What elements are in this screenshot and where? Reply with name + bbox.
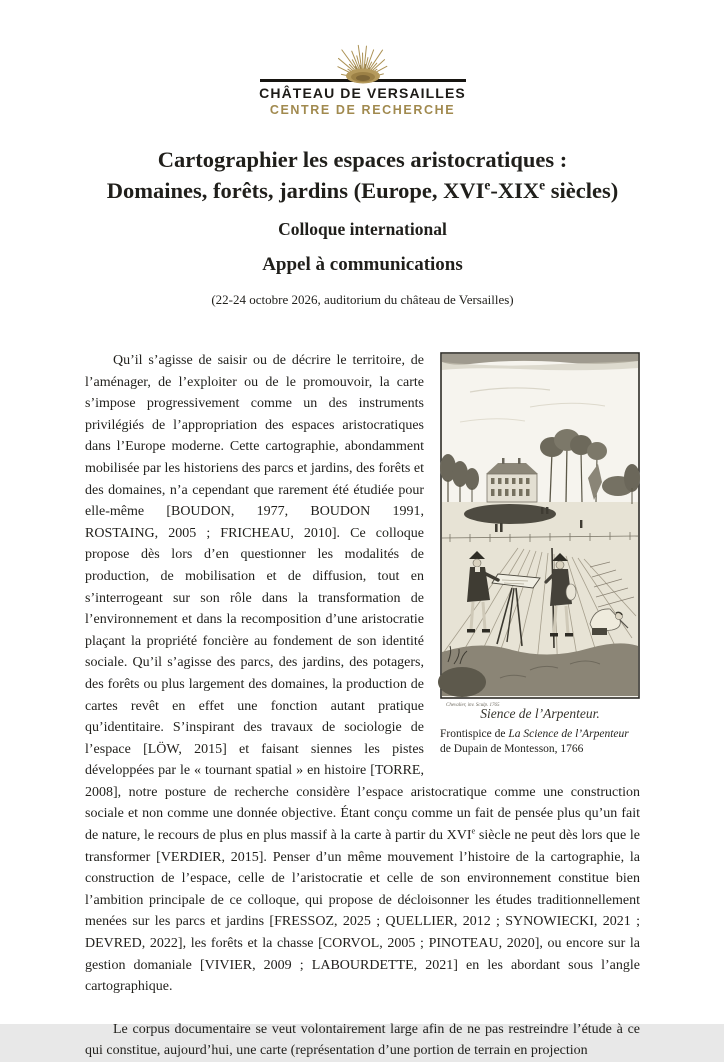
subtitle-appel: Appel à communications bbox=[85, 254, 640, 276]
body-text bbox=[85, 350, 640, 1062]
paragraph-2: Le corpus documentaire se veut volontairement large afin de ne pas restreindre l’étude à ce qui constitue, aujourd’hui, une carte (représentation d’une portion de terrain en projection bbox=[85, 1019, 640, 1062]
engraving-credit-text: Chevalier, inv. Sculp. 1765 bbox=[446, 703, 500, 708]
versailles-logo bbox=[85, 38, 640, 118]
figure-caption: Frontispice de La Science de l’Arpenteur de Dupain de Montesson, 1766 bbox=[440, 727, 640, 756]
sunburst-icon bbox=[288, 38, 438, 82]
date-venue-line: (22-24 octobre 2026, auditorium du château de Versailles) bbox=[85, 292, 640, 308]
page-title bbox=[85, 144, 640, 206]
title-line1: Cartographier les espaces aristocratiques : bbox=[158, 147, 568, 172]
brand-centre-de-recherche: CENTRE DE RECHERCHE bbox=[85, 103, 640, 118]
frontispiece-figure bbox=[440, 352, 640, 756]
title-line2: Domaines, forêts, jardins (Europe, XVIe-XIXe siècles) bbox=[107, 178, 619, 203]
engraving-title-text: Sience de l’Arpenteur. bbox=[480, 706, 600, 721]
subtitle-colloque: Colloque international bbox=[85, 219, 640, 240]
paragraph-1: Qu’il s’agisse de saisir ou de décrire le territoire, de l’aménager, de l’exploiter ou de le promouvoir, la carte s’impose progressivement comme un des instruments privilégiés de l’appropriation des espaces aristocratiques dans l’Europe moderne. Cette cartographie, abondamment mobilisée par les historiens des parcs et jardins, des forêts et des domaines, n’a cependant que rarement été étudiée pour elle-même [BOUDON, 1977, BOUDON 1991, ROSTAING, 2005 ; FRICHEAU, 2010]. Ce colloque propose dès lors d’en questionner les modalités de production, de mobilisation et de diffusion, tout en s’interrogeant sur son rôle dans la transformation de l’environnement et dans la recomposition d’une aristocratie plaçant la propriété foncière au fondement de son identité sociale. Qu’il s’agisse des parcs, des jardins, des potagers, des forêts ou plus largement des domaines, la production de cartes revêt en effet une fonction autant pratique qu’identitaire. S’inspirant des travaux de sociologie de l’espace [LÖW, 2015] et faisant siennes les pistes développées par le « tournant spatial » en histoire [TORRE, 2008], notre posture de recherche considère l’espace aristocratique comme une construction sociale et non comme une donnée objective. Étant conçu comme un fait de pensée plus qu’un fait de nature, le recours de plus en plus massif à la carte à partir du XVIe siècle ne peut dès lors que le transformer [VERDIER, 2015]. Penser d’un même mouvement l’histoire de la cartographie, la construction de l’espace, celle de l’aristocratie et celle de son environnement constitue bien l’ambition principale de ce colloque, qui propose de décloisonner les études traditionnellement menées sur les parcs et jardins [FRESSOZ, 2025 ; QUELLIER, 2012 ; SYNOWIECKI, 2021 ; DEVRED, 2022], les forêts et la chasse [CORVOL, 2005 ; PINOTEAU, 2020], ou encore sur la gestion domaniale [VIVIER, 2009 ; LABOURDETTE, 2021] en les abordant sous l’angle cartographique. bbox=[85, 350, 640, 998]
brand-chateau-de-versailles: CHÂTEAU DE VERSAILLES bbox=[85, 85, 640, 102]
frontispiece-engraving-image bbox=[440, 352, 640, 724]
